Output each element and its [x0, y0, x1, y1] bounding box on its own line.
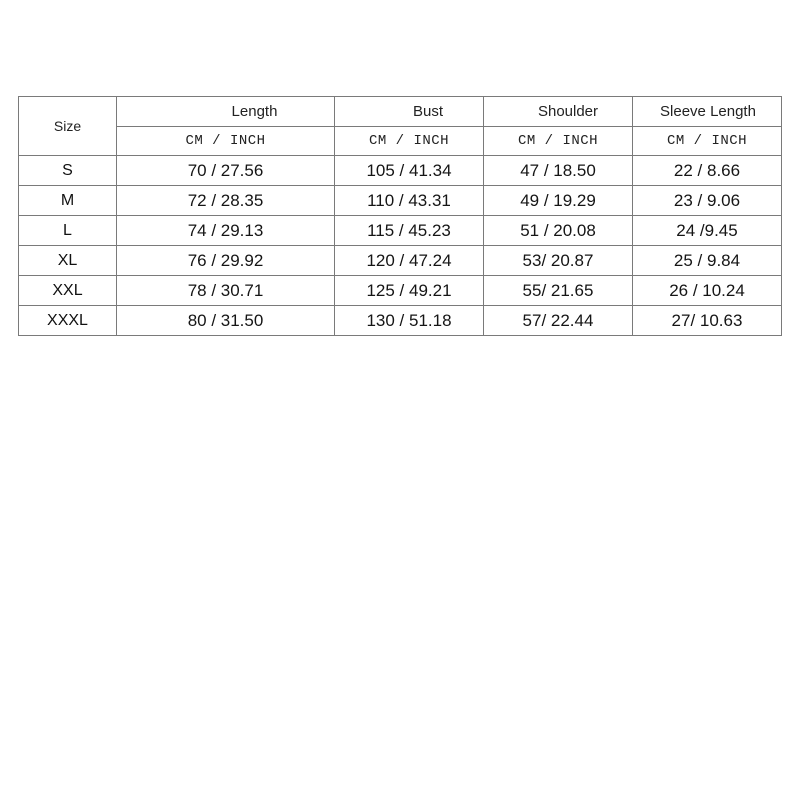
length-value: 80 / 31.50 — [117, 306, 335, 336]
size-column-header: Size — [19, 97, 117, 156]
bust-value: 115 / 45.23 — [335, 216, 484, 246]
header-row-units — [19, 127, 782, 156]
bust-column-header: Bust — [335, 97, 484, 127]
shoulder-value: 57/ 22.44 — [484, 306, 633, 336]
bust-value: 130 / 51.18 — [335, 306, 484, 336]
length-value: 76 / 29.92 — [117, 246, 335, 276]
sleeve-length-value: 22 / 8.66 — [633, 156, 782, 186]
shoulder-value: 51 / 20.08 — [484, 216, 633, 246]
sleeve-length-value: 25 / 9.84 — [633, 246, 782, 276]
size-cell: M — [19, 186, 117, 216]
table-row — [19, 246, 782, 276]
bust-value: 105 / 41.34 — [335, 156, 484, 186]
table-row — [19, 156, 782, 186]
table-row — [19, 306, 782, 336]
shoulder-value: 47 / 18.50 — [484, 156, 633, 186]
length-value: 70 / 27.56 — [117, 156, 335, 186]
shoulder-value: 55/ 21.65 — [484, 276, 633, 306]
sleeve-length-column-header: Sleeve Length — [633, 97, 782, 127]
bust-value: 110 / 43.31 — [335, 186, 484, 216]
bust-unit-label: CM / INCH — [335, 127, 484, 156]
sleeve-length-value: 27/ 10.63 — [633, 306, 782, 336]
sleeve-length-value: 26 / 10.24 — [633, 276, 782, 306]
table-row — [19, 216, 782, 246]
bust-value: 125 / 49.21 — [335, 276, 484, 306]
shoulder-unit-label: CM / INCH — [484, 127, 633, 156]
header-row-titles — [19, 97, 782, 127]
shoulder-column-header: Shoulder — [484, 97, 633, 127]
sleeve-length-unit-label: CM / INCH — [633, 127, 782, 156]
table-row — [19, 186, 782, 216]
shoulder-value: 49 / 19.29 — [484, 186, 633, 216]
size-cell: S — [19, 156, 117, 186]
sleeve-length-value: 23 / 9.06 — [633, 186, 782, 216]
table-row — [19, 276, 782, 306]
size-cell: L — [19, 216, 117, 246]
length-value: 74 / 29.13 — [117, 216, 335, 246]
length-unit-label: CM / INCH — [117, 127, 335, 156]
length-value: 72 / 28.35 — [117, 186, 335, 216]
bust-value: 120 / 47.24 — [335, 246, 484, 276]
sleeve-length-value: 24 /9.45 — [633, 216, 782, 246]
size-cell: XXL — [19, 276, 117, 306]
size-cell: XL — [19, 246, 117, 276]
length-value: 78 / 30.71 — [117, 276, 335, 306]
length-column-header: Length — [117, 97, 335, 127]
size-chart-table — [18, 96, 782, 336]
size-cell: XXXL — [19, 306, 117, 336]
shoulder-value: 53/ 20.87 — [484, 246, 633, 276]
